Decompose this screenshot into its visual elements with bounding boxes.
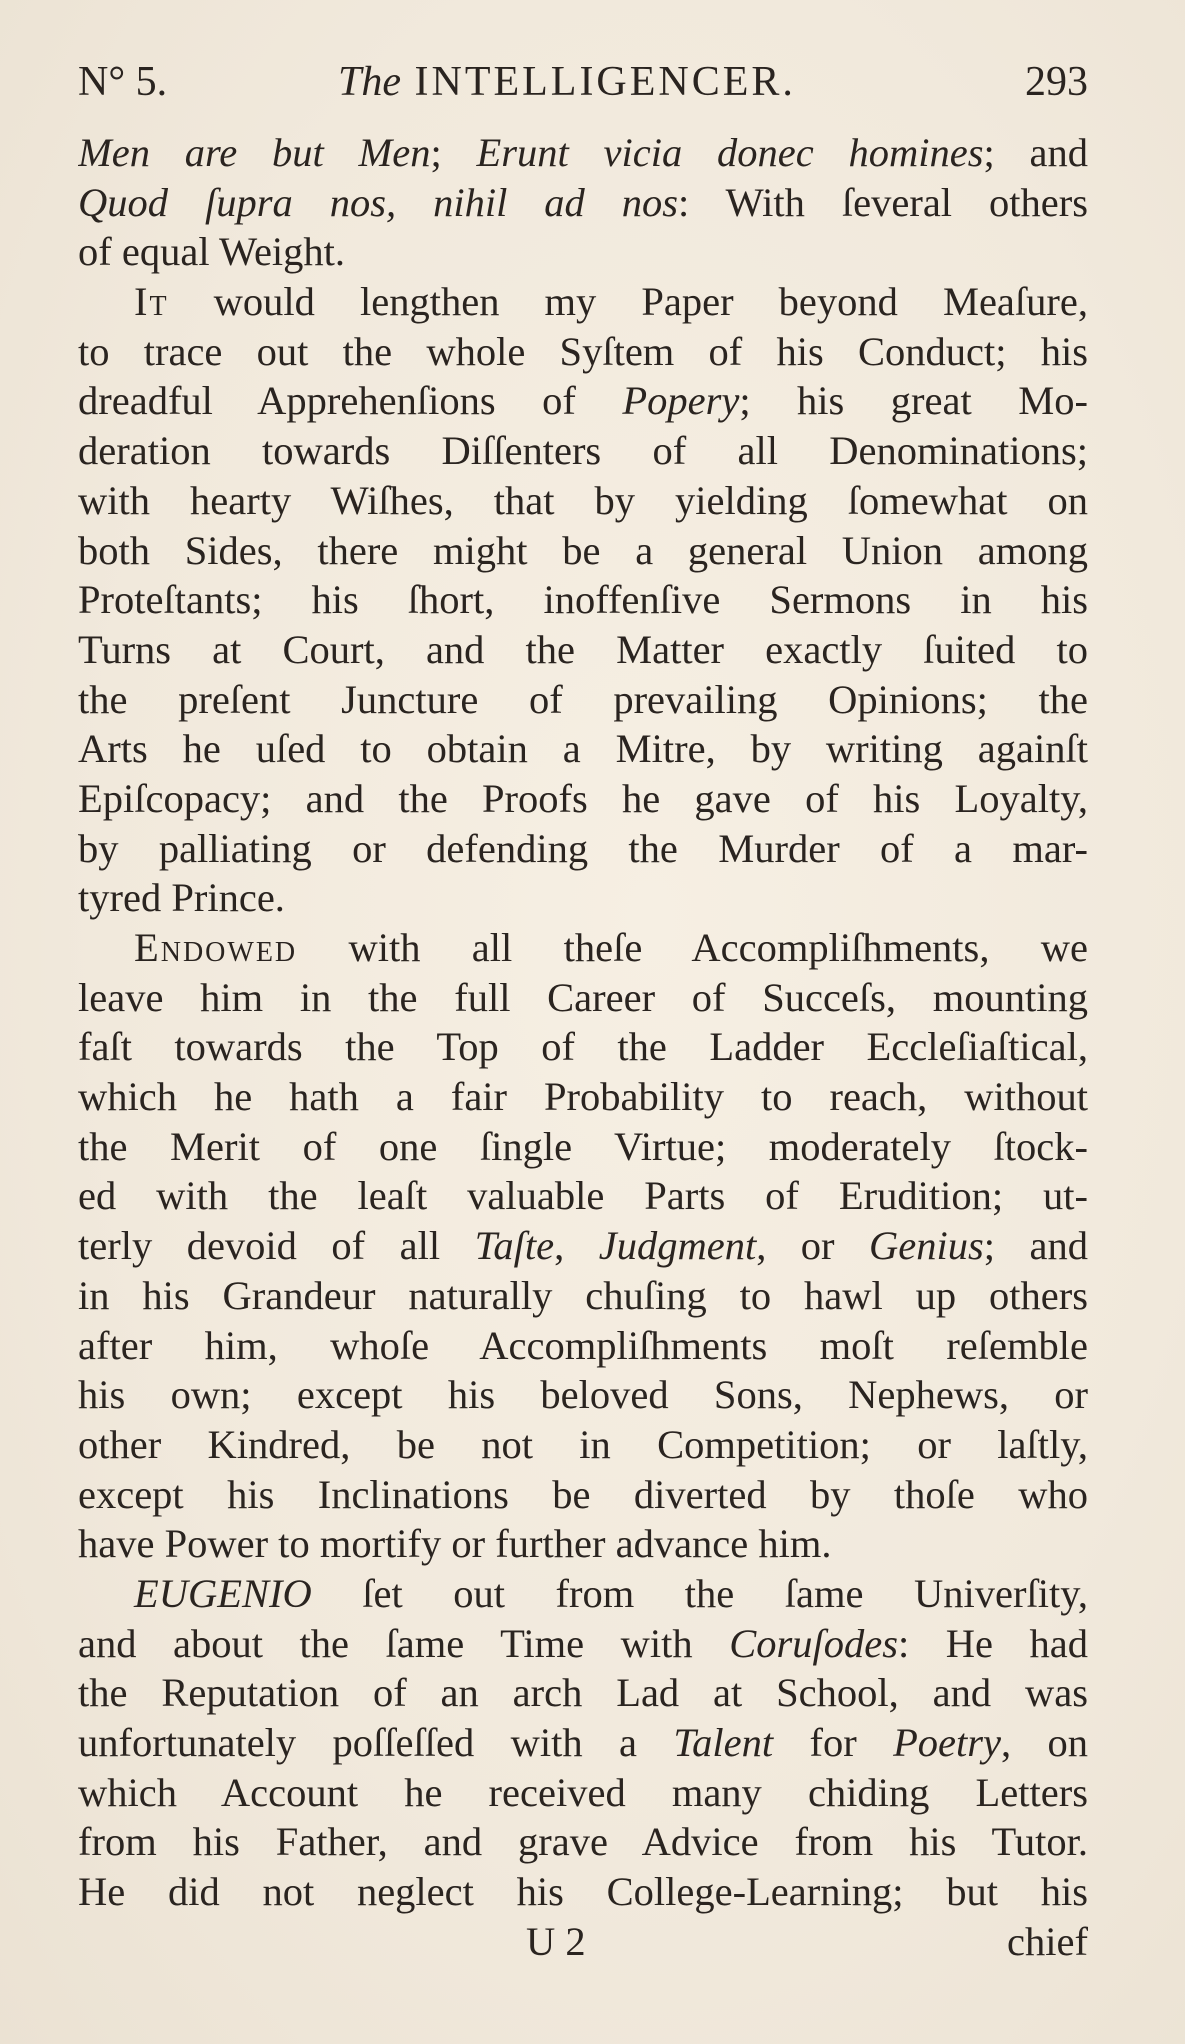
text-line: Proteſtants; his ſhort, inoffenſive Sermons in his — [78, 577, 1088, 623]
text-line: Quod ſupra nos, nihil ad nos: With ſeveral others — [78, 179, 1088, 225]
text-line: terly devoid of all Taſte, Judgment, or Genius; and — [78, 1223, 1088, 1269]
text-line: Turns at Court, and the Matter exactly ſuited to — [78, 626, 1088, 672]
catchword: chief — [1007, 1919, 1088, 1964]
text-line: the preſent Juncture of prevailing Opinions; the — [78, 676, 1088, 722]
text-line: other Kindred, be not in Competition; or laſtly, — [78, 1421, 1088, 1467]
paragraph-start: It would lengthen my Paper beyond Meaſure, — [134, 279, 1088, 325]
text-line: have Power to mortify or further advance him. — [78, 1521, 832, 1567]
body-text — [78, 128, 1088, 1917]
text-line: his own; except his beloved Sons, Nephews, or — [78, 1372, 1088, 1418]
text-line: Epiſcopacy; and the Proofs he gave of his Loyalty, — [78, 775, 1088, 821]
text-line: both Sides, there might be a general Union among — [78, 527, 1088, 573]
text-line: He did not neglect his College-Learning; but his — [78, 1869, 1088, 1915]
text-line: from his Father, and grave Advice from his Tutor. — [78, 1819, 1088, 1865]
text-line: to trace out the whole Syſtem of his Conduct; his — [78, 328, 1088, 374]
text-line: Men are but Men; Erunt vicia donec homines; and — [78, 130, 1088, 175]
page-footer — [78, 1918, 1088, 1968]
text-line: of equal Weight. — [78, 229, 346, 275]
text-line: except his Inclinations be diverted by thoſe who — [78, 1471, 1088, 1517]
text-line: deration towards Diſſenters of all Denominations; — [78, 428, 1088, 474]
issue-number: N° 5. — [78, 59, 168, 105]
text-line: which Account he received many chiding Letters — [78, 1769, 1088, 1815]
text-line: the Reputation of an arch Lad at School, and was — [78, 1670, 1088, 1716]
text-line: Arts he uſed to obtain a Mitre, by writing againſt — [78, 726, 1088, 772]
signature-mark: U 2 — [526, 1919, 586, 1964]
text-line: ed with the leaſt valuable Parts of Erudition; ut- — [78, 1173, 1088, 1219]
text-line: leave him in the full Career of Succeſs, mounting — [78, 974, 1088, 1020]
running-title-main: INTELLIGENCER. — [414, 59, 796, 105]
text-line: by palliating or defending the Murder of a mar- — [78, 825, 1088, 871]
running-head — [78, 58, 1088, 108]
text-line: in his Grandeur naturally chuſing to hawl up others — [78, 1272, 1088, 1318]
page-number: 293 — [1025, 59, 1088, 105]
text-line: unfortunately poſſeſſed with a Talent for Poetry, on — [78, 1720, 1088, 1765]
text-line: the Merit of one ſingle Virtue; moderately ſtock- — [78, 1123, 1088, 1169]
text-line: with hearty Wiſhes, that by yielding ſomewhat on — [78, 477, 1088, 523]
paragraph-start: Endowed with all theſe Accompliſhments, we — [134, 925, 1088, 970]
text-line: dreadful Apprehenſions of Popery; his great Mo- — [78, 378, 1088, 424]
running-title — [338, 58, 796, 106]
text-line: which he hath a fair Probability to reach, without — [78, 1074, 1088, 1120]
text-line: tyred Prince. — [78, 875, 285, 921]
running-title-article: The — [338, 59, 401, 105]
text-line: and about the ſame Time with Coruſodes: He had — [78, 1620, 1088, 1666]
paragraph-start: EUGENIO ſet out from the ſame Univerſity, — [134, 1570, 1088, 1616]
text-line: faſt towards the Top of the Ladder Eccleſiaſtical, — [78, 1024, 1088, 1070]
text-line: after him, whoſe Accompliſhments moſt reſemble — [78, 1322, 1088, 1368]
